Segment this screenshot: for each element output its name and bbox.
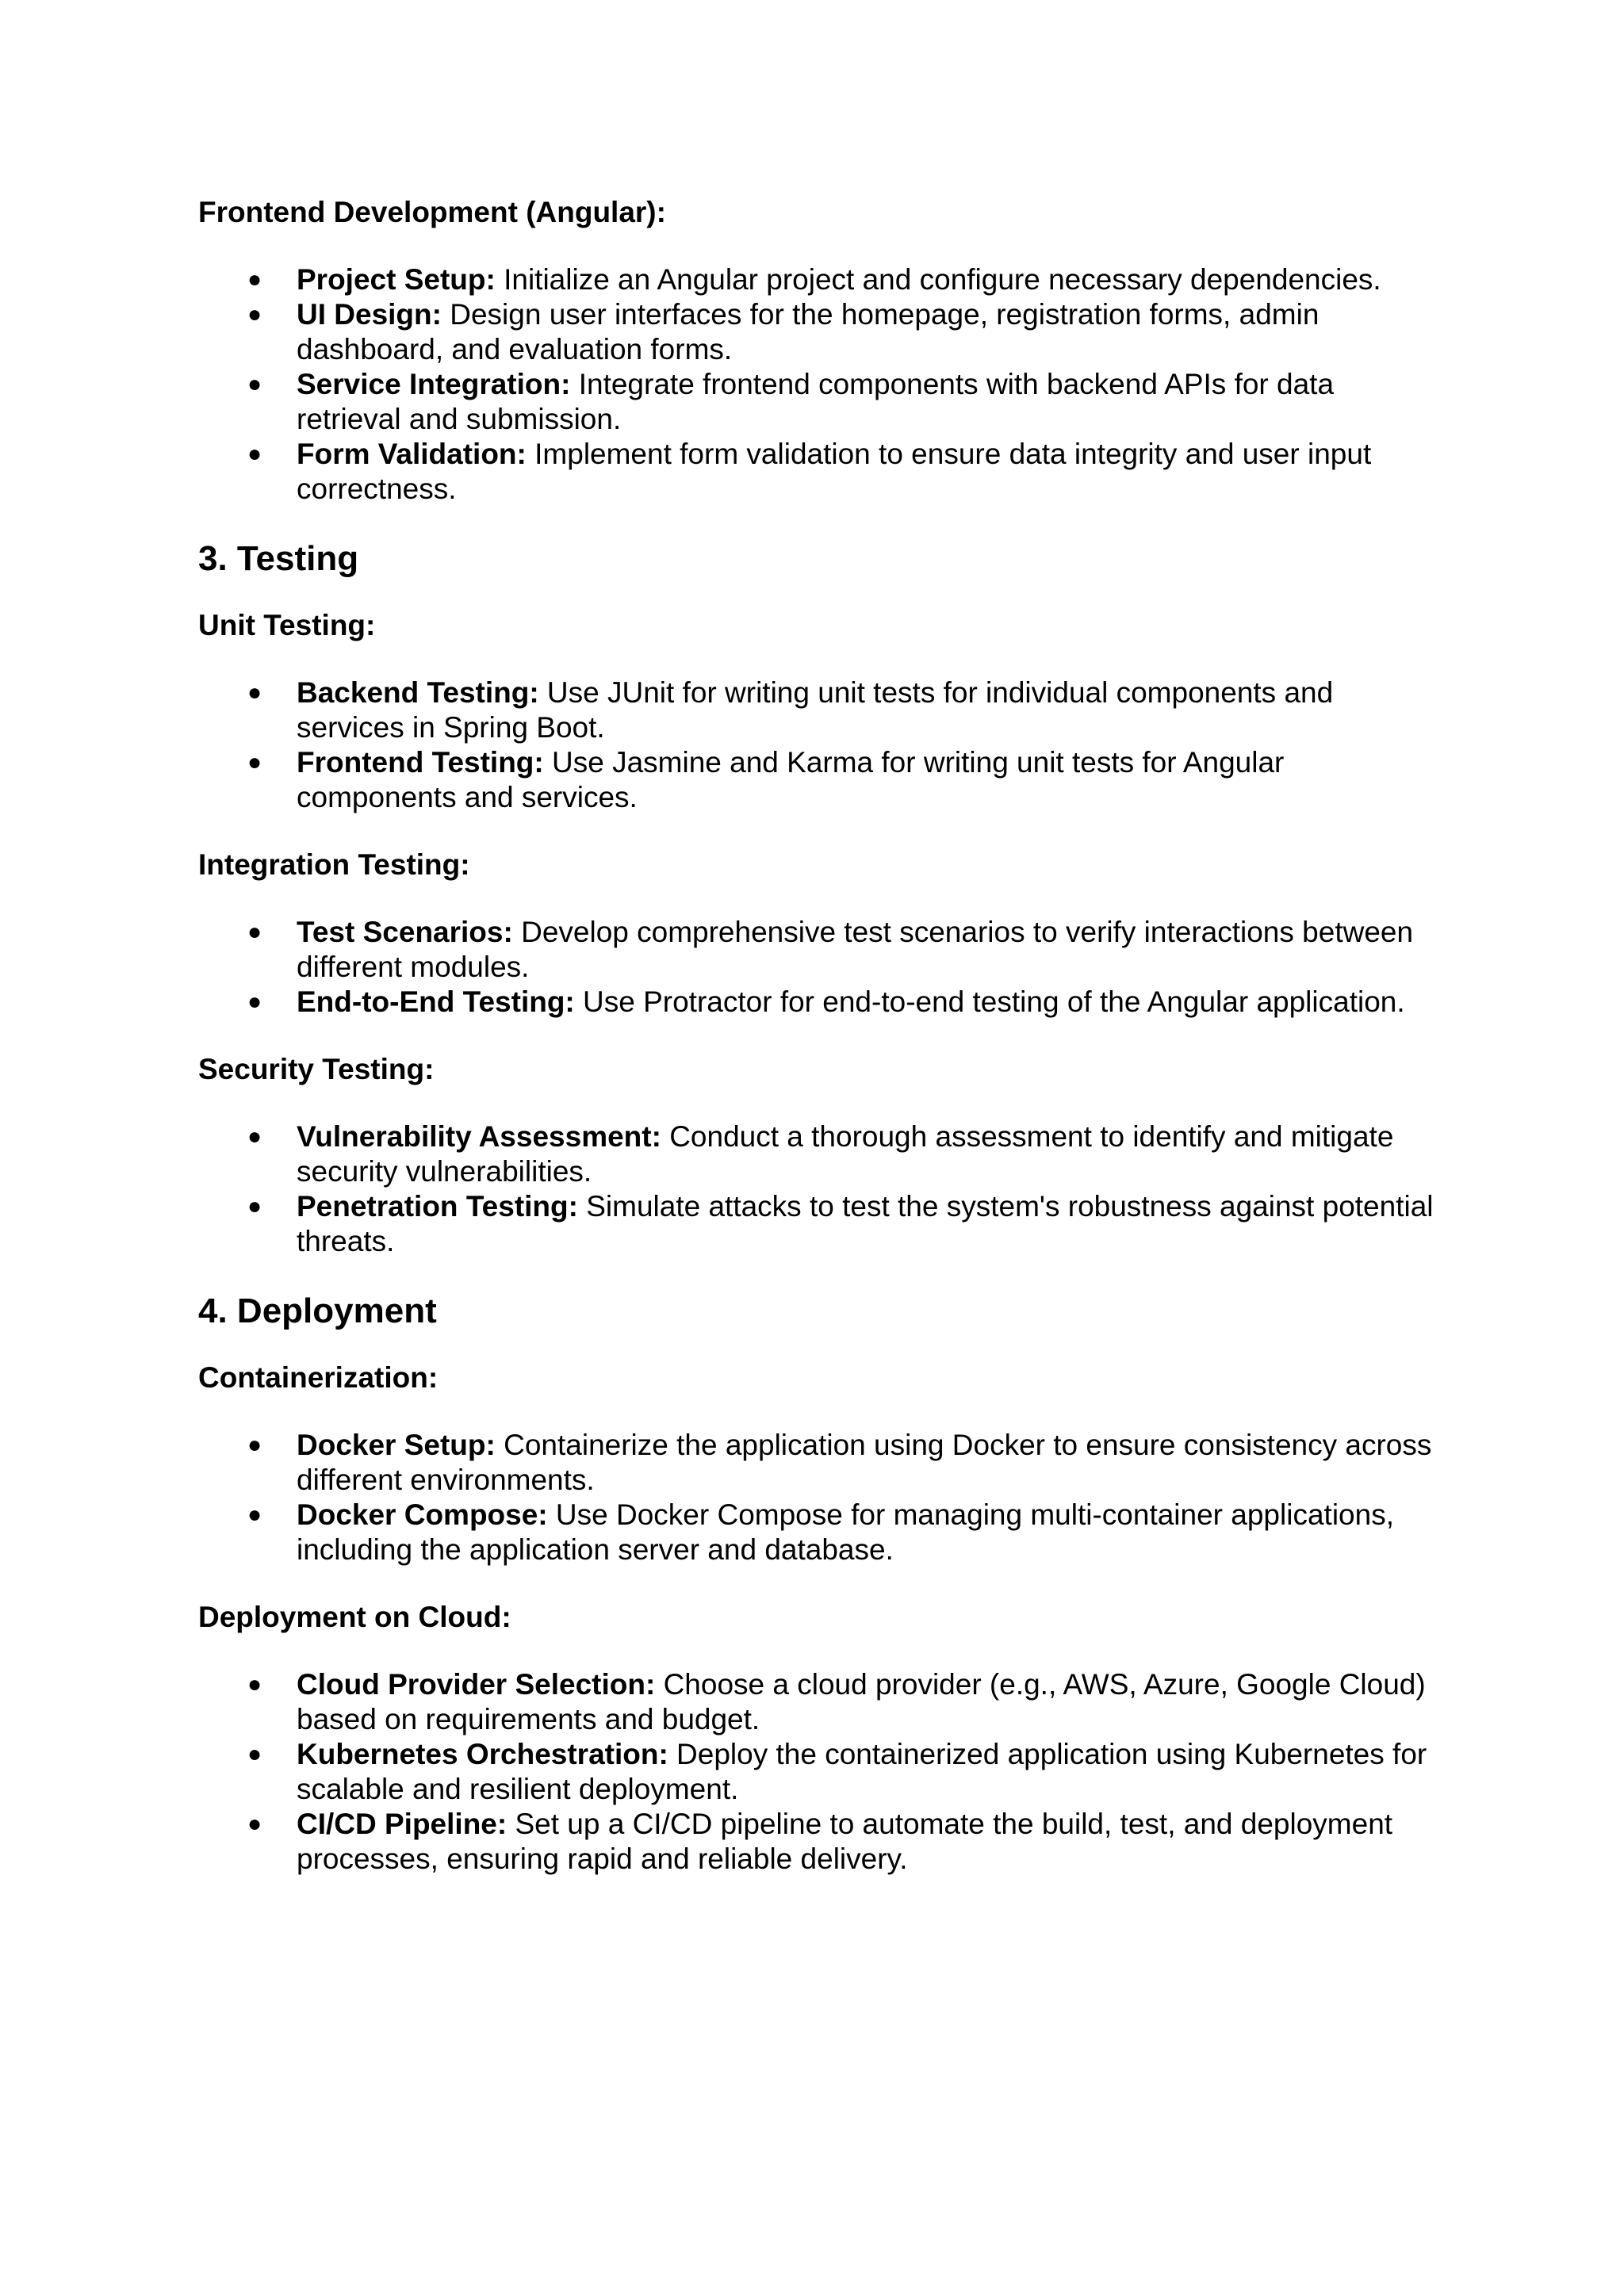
- list-item: [198, 915, 1435, 985]
- list-item: [198, 437, 1435, 507]
- item-description: Initialize an Angular project and configure necessary dependencies.: [495, 263, 1381, 296]
- item-term: Docker Compose:: [297, 1498, 548, 1531]
- bullet-icon: ●: [247, 1741, 262, 1767]
- item-description: Implement form validation to ensure data integrity and user input correctness.: [297, 438, 1372, 505]
- bullet-list-integration-testing: [198, 915, 1435, 1020]
- heading-deployment: 4. Deployment: [198, 1292, 437, 1330]
- item-term: Frontend Testing:: [297, 746, 544, 779]
- bullet-icon: ●: [247, 266, 262, 293]
- item-term: Test Scenarios:: [297, 916, 513, 948]
- item-term: Kubernetes Orchestration:: [297, 1738, 668, 1770]
- list-item: [198, 675, 1435, 745]
- bullet-icon: ●: [247, 371, 262, 397]
- bullet-list-frontend-development: [198, 262, 1435, 507]
- heading-testing: 3. Testing: [198, 539, 359, 578]
- item-description: Use JUnit for writing unit tests for individual components and services in Spring Boot.: [297, 676, 1334, 744]
- item-description: Set up a CI/CD pipeline to automate the build, test, and deployment processes, ensuring rapid and reliable delivery.: [297, 1808, 1393, 1875]
- bullet-icon: ●: [247, 1193, 262, 1219]
- subheading-deployment-on-cloud: Deployment on Cloud:: [198, 1601, 511, 1633]
- bullet-icon: ●: [247, 301, 262, 327]
- bullet-icon: ●: [247, 919, 262, 945]
- bullet-list-security-testing: [198, 1119, 1435, 1259]
- item-term: Cloud Provider Selection:: [297, 1668, 656, 1701]
- bullet-icon: ●: [247, 1811, 262, 1837]
- subheading-frontend-development: Frontend Development (Angular):: [198, 196, 666, 228]
- item-description: Develop comprehensive test scenarios to verify interactions between different modules.: [297, 916, 1414, 983]
- list-item: [198, 262, 1435, 297]
- list-item: [198, 1737, 1435, 1807]
- list-item: [198, 745, 1435, 815]
- bullet-icon: ●: [247, 1671, 262, 1697]
- item-description: Integrate frontend components with backend APIs for data retrieval and submission.: [297, 368, 1335, 435]
- bullet-icon: ●: [247, 749, 262, 775]
- list-item: [198, 1498, 1435, 1567]
- list-item: [198, 297, 1435, 367]
- subheading-containerization: Containerization:: [198, 1361, 439, 1394]
- subheading-unit-testing: Unit Testing:: [198, 609, 376, 641]
- list-item: [198, 1807, 1435, 1877]
- item-description: Deploy the containerized application using Kubernetes for scalable and resilient deployment.: [297, 1738, 1427, 1805]
- item-description: Conduct a thorough assessment to identify and mitigate security vulnerabilities.: [297, 1120, 1394, 1188]
- item-term: Form Validation:: [297, 438, 527, 470]
- bullet-icon: ●: [247, 1123, 262, 1150]
- subheading-security-testing: Security Testing:: [198, 1053, 435, 1085]
- item-term: Penetration Testing:: [297, 1190, 578, 1223]
- bullet-list-unit-testing: [198, 675, 1435, 815]
- item-term: CI/CD Pipeline:: [297, 1808, 508, 1840]
- item-term: Project Setup:: [297, 263, 496, 296]
- bullet-list-deployment-on-cloud: [198, 1667, 1435, 1877]
- item-description: Use Jasmine and Karma for writing unit tests for Angular components and services.: [297, 746, 1285, 813]
- subheading-integration-testing: Integration Testing:: [198, 848, 470, 881]
- bullet-icon: ●: [247, 1502, 262, 1528]
- list-item: [198, 1667, 1435, 1737]
- list-item: [198, 367, 1435, 437]
- item-description: Design user interfaces for the homepage, registration forms, admin dashboard, and evaluation forms.: [297, 298, 1320, 365]
- document-page: [198, 195, 1435, 1877]
- item-description: Choose a cloud provider (e.g., AWS, Azure, Google Cloud) based on requirements and budget.: [297, 1668, 1426, 1735]
- bullet-icon: ●: [247, 441, 262, 467]
- bullet-icon: ●: [247, 679, 262, 706]
- list-item: [198, 985, 1435, 1020]
- item-description: Use Docker Compose for managing multi-container applications, including the application server and database.: [297, 1498, 1394, 1566]
- item-term: Docker Setup:: [297, 1429, 496, 1461]
- bullet-icon: ●: [247, 1432, 262, 1458]
- bullet-icon: ●: [247, 989, 262, 1015]
- item-term: UI Design:: [297, 298, 442, 331]
- item-description: Use Protractor for end-to-end testing of the Angular application.: [574, 985, 1405, 1018]
- bullet-list-containerization: [198, 1428, 1435, 1567]
- list-item: [198, 1189, 1435, 1259]
- list-item: [198, 1428, 1435, 1498]
- list-item: [198, 1119, 1435, 1189]
- item-term: End-to-End Testing:: [297, 985, 575, 1018]
- item-description: Containerize the application using Docker to ensure consistency across different environments.: [297, 1429, 1432, 1496]
- item-term: Vulnerability Assessment:: [297, 1120, 661, 1153]
- item-term: Backend Testing:: [297, 676, 539, 709]
- item-description: Simulate attacks to test the system's robustness against potential threats.: [297, 1190, 1434, 1257]
- item-term: Service Integration:: [297, 368, 571, 400]
